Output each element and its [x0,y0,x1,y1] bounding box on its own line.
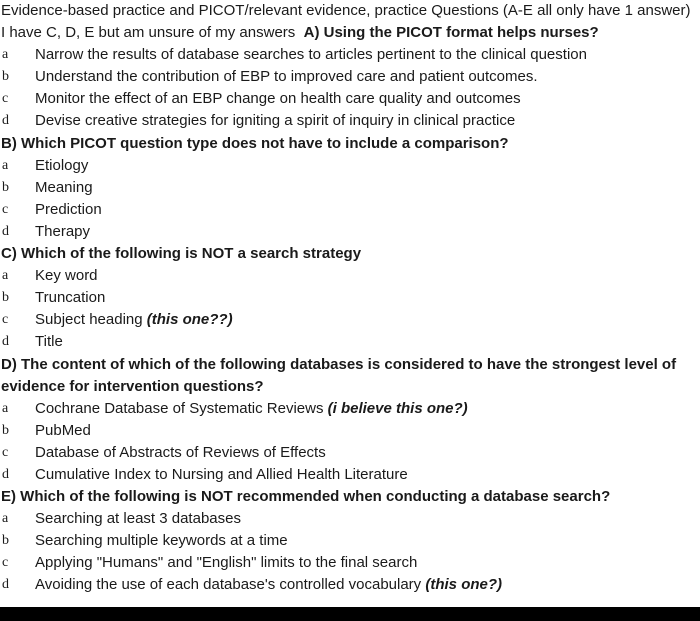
option-letter: a [2,47,9,63]
option-letter: a [2,511,9,527]
option-text: Cochrane Database of Systematic Reviews [35,399,324,417]
document-title: Evidence-based practice and PICOT/relevant evidence, practice Questions (A-E all only have 1 answer) [1,2,691,19]
question-e-option-c [1,552,696,574]
question-e-option-d [1,574,696,596]
option-letter: b [2,69,9,85]
question-e-option-b [1,530,696,552]
question-b-option-d [1,221,696,243]
question-a-option-d [1,110,696,132]
question-d-option-a [1,398,696,420]
option-text: Avoiding the use of each database's controlled vocabulary [35,576,422,594]
question-c-option-a [1,265,696,287]
option-text: Searching at least 3 databases [35,510,241,528]
option-text: Title [35,333,63,351]
question-b-option-a [1,155,696,177]
option-letter: d [2,113,9,129]
option-text: Devise creative strategies for igniting a spirit of inquiry in clinical practice [35,112,516,130]
question-a-header [1,22,696,44]
option-text: Prediction [35,200,102,218]
option-text: Cumulative Index to Nursing and Allied Health Literature [35,465,408,483]
option-text: PubMed [35,421,91,439]
question-d-option-c [1,442,696,464]
option-text: Narrow the results of database searches to articles pertinent to the clinical question [35,46,587,64]
option-text: Meaning [35,178,93,196]
option-letter: d [2,223,9,239]
option-letter: d [2,466,9,482]
option-text: Database of Abstracts of Reviews of Effects [35,443,326,461]
question-d-option-d [1,464,696,486]
question-a-option-b [1,66,696,88]
question-e-title: E) Which of the following is NOT recommended when conducting a database search? [1,488,611,506]
option-text: Applying "Humans" and "English" limits to the final search [35,554,418,572]
question-c-option-b [1,287,696,309]
option-letter: c [2,555,9,571]
option-letter: d [2,334,9,350]
question-d-option-b [1,420,696,442]
option-letter: a [2,268,9,284]
question-b-title: B) Which PICOT question type does not have to include a comparison? [1,134,509,152]
option-letter: b [2,533,9,549]
option-text: Truncation [35,289,106,307]
answer-note: (this one??) [146,311,233,329]
option-letter: a [2,157,9,173]
option-letter: b [2,422,9,438]
option-letter: c [2,444,9,460]
option-text: Key word [35,267,98,285]
question-b-option-b [1,177,696,199]
option-text: Therapy [35,222,91,240]
option-letter: c [2,91,9,107]
option-text: Subject heading [35,311,143,329]
option-text: Searching multiple keywords at a time [35,532,288,550]
question-c-option-c [1,309,696,331]
question-b-option-c [1,199,696,221]
option-letter: d [2,577,9,593]
option-letter: b [2,290,9,306]
option-text: Monitor the effect of an EBP change on health care quality and outcomes [35,90,521,108]
option-letter: c [2,201,9,217]
answer-note: (i believe this one?) [327,399,468,417]
option-letter: c [2,312,9,328]
answer-note: (this one?) [425,576,503,594]
question-d-title: D) The content of which of the following databases is considered to have the strongest level of evidence for intervention questions? [1,355,677,395]
intro-prefix: I have C, D, E but am unsure of my answers [1,24,296,42]
option-letter: b [2,179,9,195]
option-text: Understand the contribution of EBP to improved care and patient outcomes. [35,68,538,86]
option-text: Etiology [35,156,89,174]
question-a-option-c [1,88,696,110]
question-a-option-a [1,44,696,66]
question-e-option-a [1,508,696,530]
question-c-title: C) Which of the following is NOT a search strategy [1,245,362,263]
question-c-option-d [1,331,696,353]
option-letter: a [2,400,9,416]
question-a-title: A) Using the PICOT format helps nurses? [303,24,599,42]
